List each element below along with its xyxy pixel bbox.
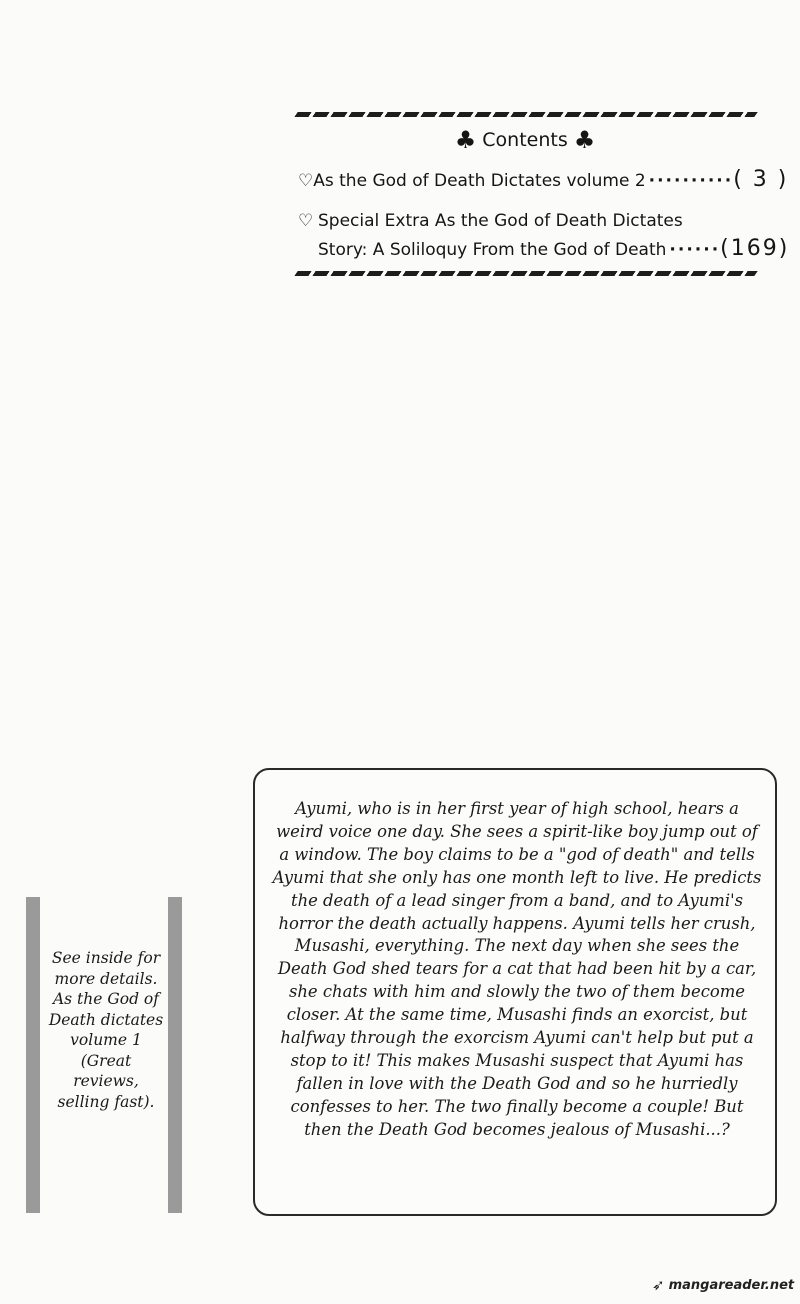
- club-icon: ♣: [573, 126, 596, 154]
- summary-text: Ayumi, who is in her first year of high school, hears a weird voice one day. She sees a spirit-like boy jump out of a window. The boy claims to be a "god of death" and tells Ayumi that she only has one month left to live. He predicts the death of a lead singer from a band, and to Ayumi's horror the death actually happens. Ayumi tells her crush, Musashi, everything. The next day when she sees the Death God shed tears for a cat that had been hit by a car, she chats with him and slowly the two of them become closer. At the same time, Musashi finds an exorcist, but halfway through the exorcism Ayumi can't help but put a stop to it! This makes Musashi suspect that Ayumi has fallen in love with the Death God and so he hurriedly confesses to her. The two finally become a couple! But then the Death God becomes jealous of Musashi...?: [272, 799, 762, 1139]
- bird-logo-icon: ➶: [652, 1276, 665, 1294]
- toc-entry-title: Special Extra As the God of Death Dictates: [318, 211, 683, 231]
- side-note-text: See inside for more details. As the God of Death dictates volume 1 (Great reviews, selling fast).: [48, 949, 164, 1111]
- club-icon: ♣: [454, 126, 477, 154]
- watermark: [652, 1276, 794, 1294]
- toc-dot-leader: ······: [669, 240, 721, 260]
- heart-icon: ♡: [298, 171, 314, 191]
- toc-bottom-rule: [294, 271, 758, 276]
- side-note-left-bar: [26, 897, 40, 1213]
- toc-page-number: ( 3 ): [733, 167, 789, 192]
- toc-top-rule: [294, 112, 758, 117]
- toc-dot-leader: ··········: [648, 171, 734, 191]
- heart-icon: ♡: [298, 211, 314, 231]
- contents-title: Contents: [482, 129, 568, 151]
- contents-heading: [440, 128, 610, 152]
- toc-entry-volume-2: [298, 166, 789, 195]
- toc-page-number: (169): [720, 236, 790, 261]
- watermark-text: mangareader.net: [668, 1277, 795, 1293]
- toc-entry-special-extra: [298, 207, 790, 264]
- side-note-right-bar: [168, 897, 182, 1213]
- toc-entry-subtitle: Story: A Soliloquy From the God of Death: [318, 240, 667, 260]
- toc-entry-title: As the God of Death Dictates volume 2: [313, 171, 646, 191]
